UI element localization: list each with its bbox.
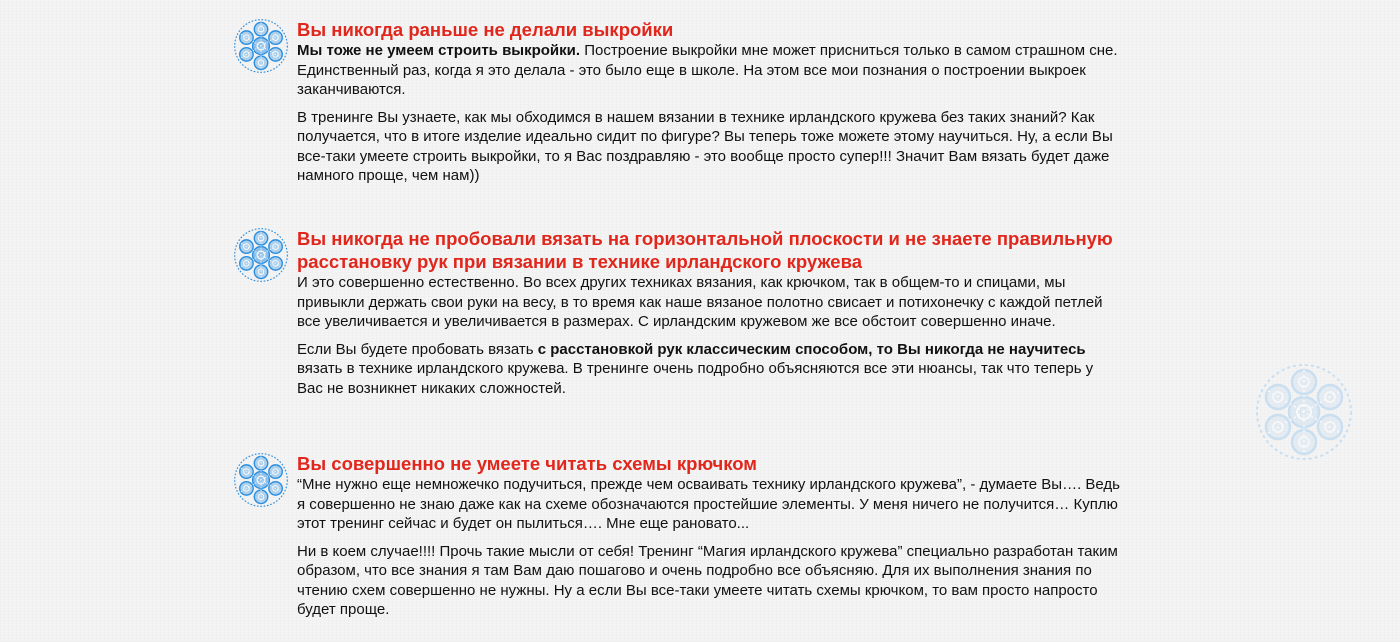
crochet-snowflake-icon: [233, 452, 289, 508]
section-content: [297, 452, 1123, 620]
section-content: [297, 18, 1123, 186]
decorative-snowflake-icon: [1254, 362, 1354, 462]
paragraph-text: “Мне нужно еще немножечко подучиться, прежде чем осваивать технику ирландского кружева”, - думаете Вы…. Ведь я совершенно не знаю даже как на схеме обозначаются простейшие элементы. У меня ничего не получится… Куплю этот тренинг сейчас и будет он пылиться…. Мне еще рановато...: [297, 476, 1121, 532]
paragraph-text: В тренинге Вы узнаете, как мы обходимся в нашем вязании в технике ирландского кружева без таких знаний? Как получается, что в итоге изделие идеально сидит по фигуре? Вы теперь тоже можете этому научиться. Ну, а если Вы все-таки умеете строить выкройки, то я Вас поздравляю - это вообще просто супер!!! Значит Вам вязать будет даже намного проще, чем нам)): [297, 108, 1113, 184]
paragraph-text: вязать в технике ирландского кружева. В тренинге очень подробно объясняются все эти нюансы, так что теперь у Вас не возникнет никаких сложностей.: [297, 360, 1094, 397]
section-heading: Вы никогда не пробовали вязать на горизонтальной плоскости и не знаете правильную расстановку рук при вязании в технике ирландского кружева: [297, 228, 1113, 272]
paragraph-bold-text: с расстановкой рук классическим способом, то Вы никогда не научитесь: [537, 340, 1086, 358]
section-paragraph: [297, 273, 1123, 332]
paragraph-text: Построение выкройки мне может присниться только в самом страшном сне. Единственный раз, когда я это делала - это было еще в школе. На этом все мои познания о построении выкроек заканчиваются.: [297, 42, 1118, 98]
section-content: [297, 227, 1123, 398]
section-heading: Вы совершенно не умеете читать схемы крючком: [297, 453, 757, 474]
crochet-snowflake-icon: [233, 227, 289, 283]
section-paragraph: [297, 542, 1123, 620]
section-paragraph: [297, 475, 1123, 534]
paragraph-text: Ни в коем случае!!!! Прочь такие мысли от себя! Тренинг “Магия ирландского кружева” специально разработан таким образом, что все знания я там Вам даю пошагово и очень подробно все объясняю. Для их выполнения знания по чтению схем совершенно не нужны. Ну а если Вы все-таки умеете читать схемы крючком, то вам просто напросто будет проще.: [297, 542, 1118, 618]
section-no-patterns: [233, 18, 1123, 186]
section-reading-charts: [233, 452, 1123, 620]
section-paragraph: [297, 108, 1123, 186]
section-heading: Вы никогда раньше не делали выкройки: [297, 19, 674, 40]
paragraph-text: И это совершенно естественно. Во всех других техниках вязания, как крючком, так в общем-то и спицами, мы привыкли держать свои руки на весу, в то время как наше вязаное полотно свисает и потихонечку с каждой петлей все увеличивается и увеличивается в размерах. С ирландским кружевом же все обстоит совершенно иначе.: [297, 274, 1103, 330]
section-paragraph: [297, 340, 1123, 399]
paragraph-bold-text: Мы тоже не умеем строить выкройки.: [297, 42, 581, 59]
section-hand-position: [233, 227, 1123, 398]
paragraph-text: Если Вы будете пробовать вязать: [297, 340, 538, 358]
section-paragraph: [297, 41, 1123, 100]
crochet-snowflake-icon: [233, 18, 289, 74]
